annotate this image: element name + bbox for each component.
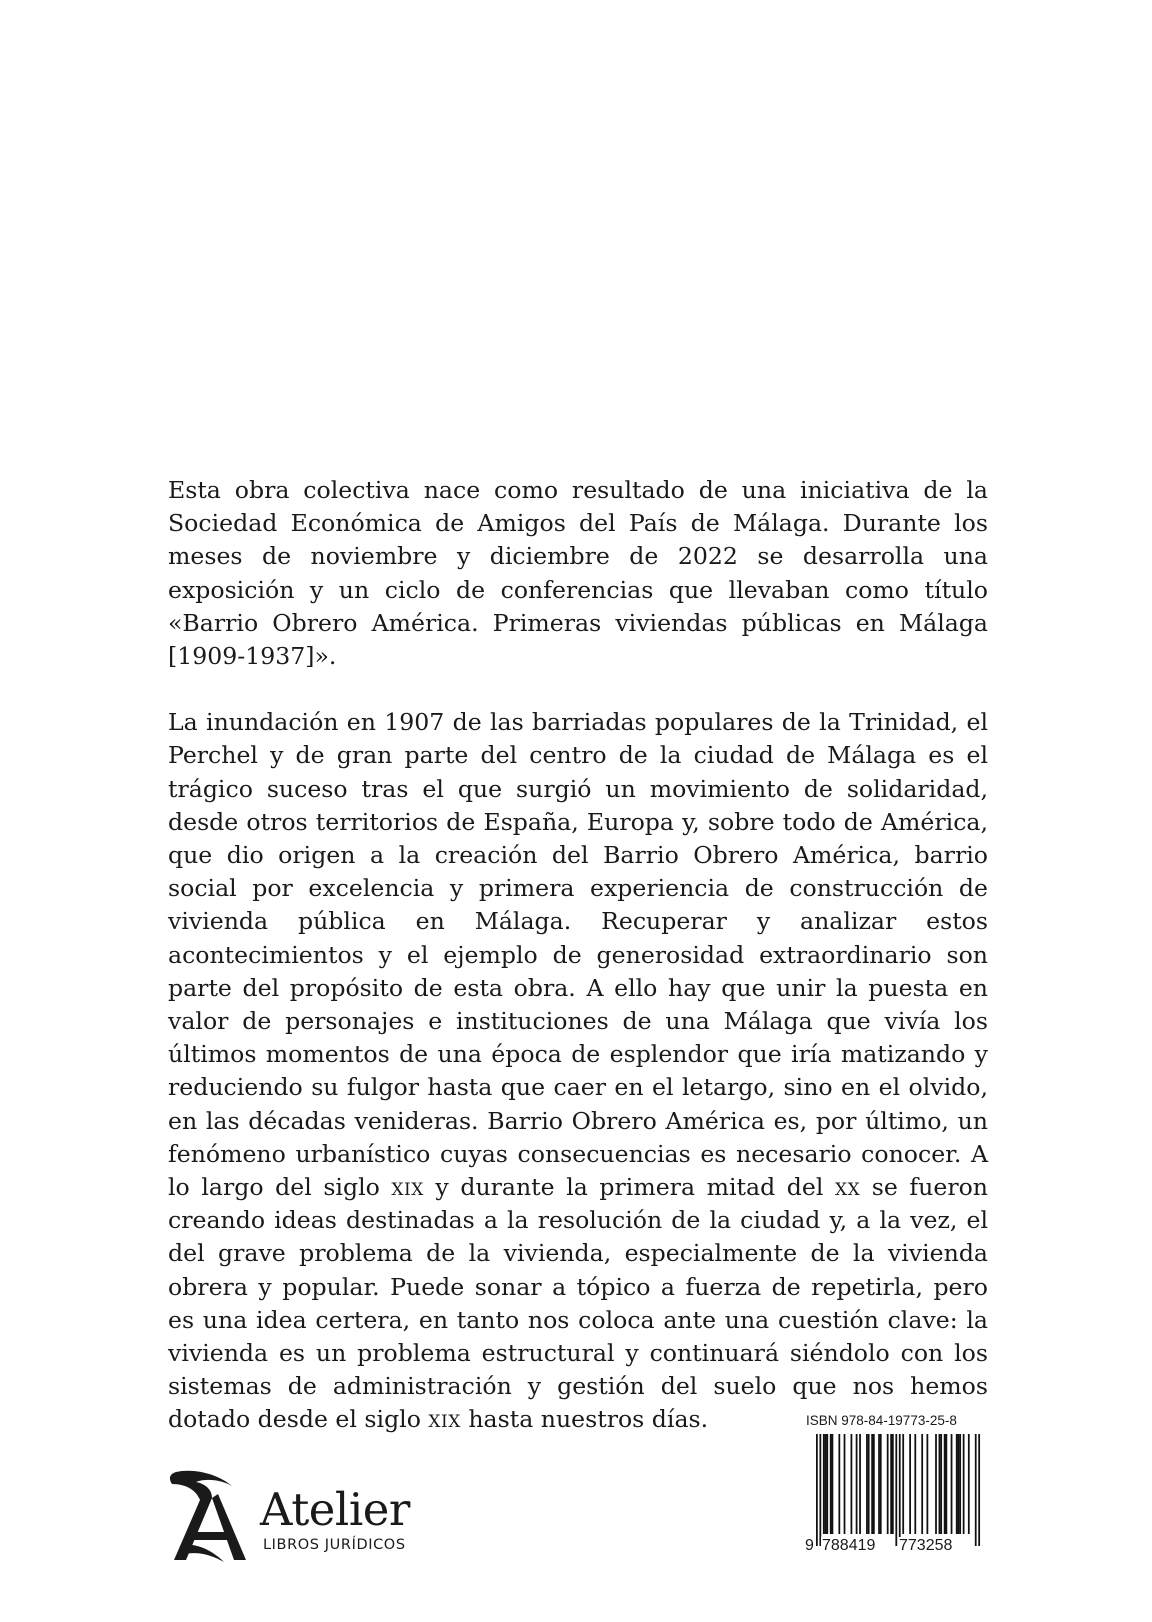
century-numeral-xix: xix xyxy=(391,1173,424,1202)
barcode-bar xyxy=(823,1434,825,1534)
barcode-bar xyxy=(825,1434,827,1534)
barcode-bar xyxy=(959,1434,961,1534)
barcode-bar xyxy=(951,1434,953,1534)
barcode-bar xyxy=(902,1434,904,1534)
barcode-guard-bar xyxy=(816,1434,818,1546)
barcode-bar xyxy=(873,1434,875,1534)
barcode-bar xyxy=(945,1434,947,1534)
barcode-bar xyxy=(890,1434,892,1534)
barcode-bar xyxy=(926,1434,928,1534)
synopsis-text xyxy=(168,474,988,1437)
barcode-bar xyxy=(892,1434,894,1534)
synopsis-paragraph-2-part-a: La inundación en 1907 de las barriadas populares de la Trinidad, el Perchel y de gran parte del centro de la ciudad de Málaga es el trágico suceso tras el que surgió un movimiento de solidaridad, desde otros territorios de España, Europa y, sobre todo de América, que dio origen a la creación del Barrio Obrero América, barrio social por excelencia y primera experiencia de construcción de vivienda pública en Málaga. Recuperar y analizar estos acontecimientos y el ejemplo de generosidad extraordinario son parte del propósito de esta obra. A ello hay que unir la puesta en valor de personajes e instituciones de una Málaga que vivía los últimos momentos de una época de esplendor que iría matizando y reduciendo su fulgor hasta que caer en el letargo, sino en el olvido, en las décadas venideras. Barrio Obrero América es, por último, un fenómeno urbanístico cuyas consecuencias es necesario conocer. A lo largo del siglo xyxy=(168,708,988,1202)
barcode-bar xyxy=(909,1434,911,1534)
barcode-guard-bar xyxy=(895,1434,897,1546)
synopsis-paragraph-1: Esta obra colectiva nace como resultado de una iniciativa de la Sociedad Económica de Amigos del País de Málaga. Durante los meses de noviembre y diciembre de 2022 se desarrolla una exposición y un ciclo de conferencias que llevaban como título «Barrio Obrero América. Primeras viviendas públicas en Málaga [1909-1937]». xyxy=(168,476,988,671)
barcode-bar xyxy=(940,1434,942,1534)
isbn-barcode xyxy=(804,1413,982,1563)
barcode-bar xyxy=(914,1434,916,1534)
century-numeral-xix-2: xix xyxy=(428,1405,461,1434)
barcode-guard-bar xyxy=(978,1434,980,1546)
barcode-bar xyxy=(832,1434,834,1534)
synopsis-paragraph-2-part-c: se fueron creando ideas destinadas a la resolución de la ciudad y, a la vez, el del grave problema de la vivienda, especialmente de la vivienda obrera y popular. Puede sonar a tópico a fuerza de repetirla, pero es una idea certera, en tanto nos coloca ante una cuestión clave: la vivienda es un problema estructural y continuará siéndolo con los sistemas de administración y gestión del suelo que nos hemos dotado desde el siglo xyxy=(168,1173,988,1434)
barcode-bar xyxy=(856,1434,858,1534)
barcode-bar xyxy=(921,1434,923,1534)
barcode-bar xyxy=(963,1434,965,1534)
synopsis-paragraph-2-part-d: hasta nuestros días. xyxy=(460,1405,709,1434)
barcode-bar xyxy=(956,1434,958,1534)
barcode-guard-bar xyxy=(975,1434,977,1546)
stylized-a-logo-icon xyxy=(166,1470,252,1566)
publisher-tagline: LIBROS JURÍDICOS xyxy=(263,1537,406,1553)
publisher-logo xyxy=(166,1470,426,1570)
barcode-bar xyxy=(944,1434,946,1534)
barcode-bar xyxy=(826,1434,828,1534)
barcode-bar xyxy=(830,1434,832,1534)
barcode-guard-bar xyxy=(899,1434,901,1546)
barcode-digits-left: 788419 xyxy=(822,1537,876,1554)
barcode-digit-first: 9 xyxy=(805,1537,814,1554)
century-numeral-xx: xx xyxy=(834,1173,861,1202)
barcode-bar xyxy=(871,1434,873,1534)
publisher-name: Atelier xyxy=(260,1483,410,1536)
barcode-bar xyxy=(887,1434,889,1534)
barcode-bar xyxy=(968,1434,970,1534)
synopsis-paragraph-2 xyxy=(168,706,988,1436)
barcode-bar xyxy=(878,1434,880,1534)
barcode-bar xyxy=(844,1434,846,1534)
barcode-bar xyxy=(868,1434,870,1534)
isbn-label: ISBN 978-84-19773-25-8 xyxy=(806,1413,957,1428)
barcode-bar xyxy=(838,1434,840,1534)
barcode-guard-bar xyxy=(819,1434,821,1546)
barcode-bars xyxy=(804,1434,982,1546)
barcode-digits-right: 773258 xyxy=(899,1537,953,1554)
barcode-bar xyxy=(958,1434,960,1534)
barcode-bar xyxy=(935,1434,937,1534)
barcode-bar xyxy=(859,1434,861,1534)
barcode-bar xyxy=(866,1434,868,1534)
barcode-bar xyxy=(880,1434,882,1534)
synopsis-paragraph-2-part-b: y durante la primera mitad del xyxy=(423,1173,835,1202)
barcode-bar xyxy=(851,1434,853,1534)
barcode-bar xyxy=(939,1434,941,1534)
